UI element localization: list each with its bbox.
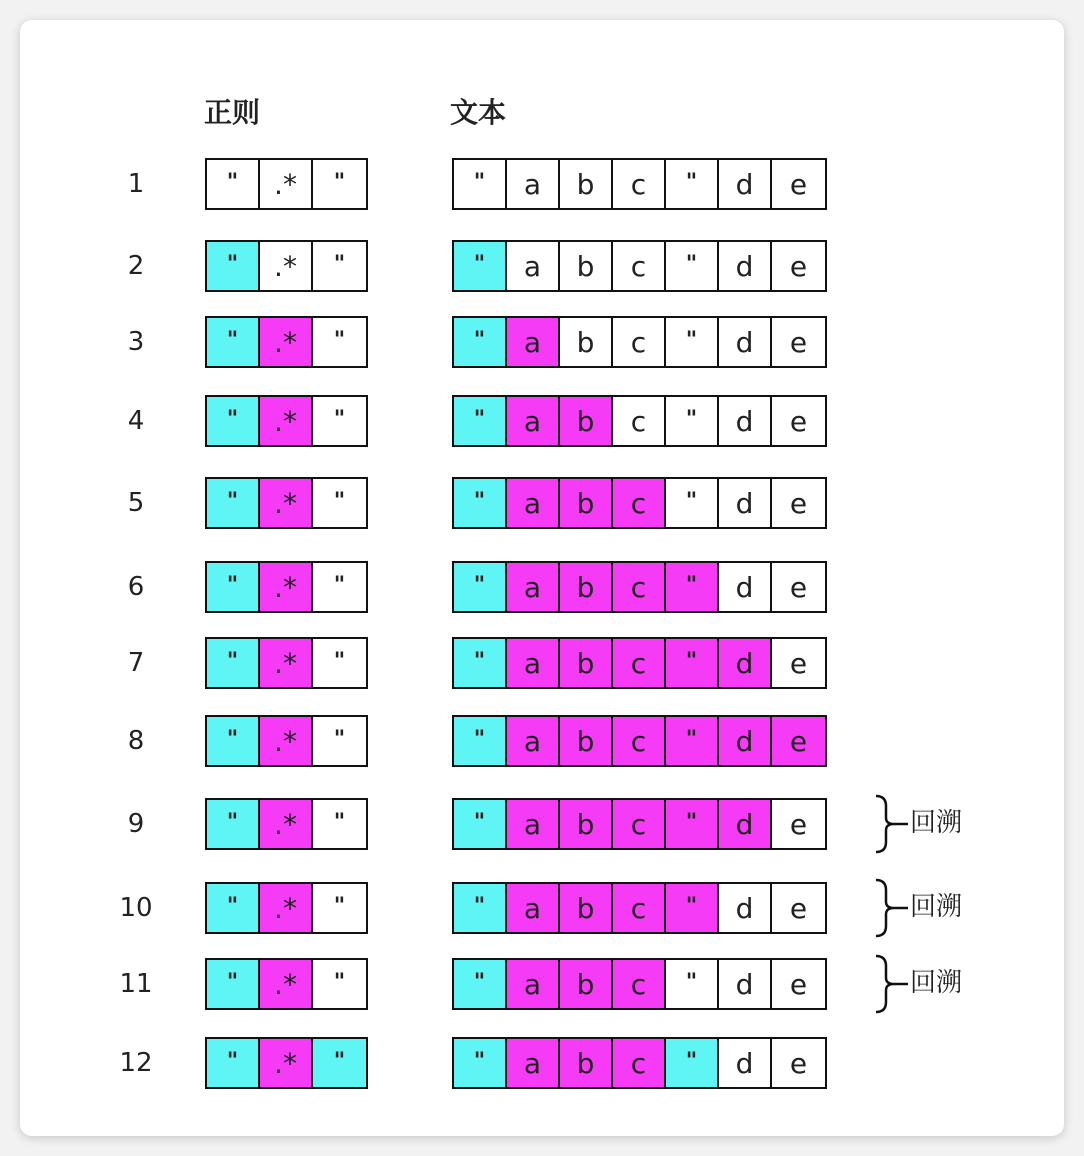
step-number: 6 <box>127 572 145 602</box>
text-cell: e <box>772 1039 825 1087</box>
text-cell: d <box>719 800 772 848</box>
text-cell: b <box>560 884 613 932</box>
brace-icon <box>872 878 912 938</box>
text-cell: a <box>507 479 560 527</box>
step-number: 9 <box>127 809 145 839</box>
step-number: 5 <box>127 488 145 518</box>
text-cell: " <box>454 563 507 611</box>
regex-cell: .* <box>260 639 313 687</box>
text-cell: " <box>666 318 719 366</box>
text-cell: " <box>666 639 719 687</box>
text-cell: c <box>613 800 666 848</box>
text-cell: e <box>772 800 825 848</box>
text-cell: b <box>560 479 613 527</box>
regex-cell: " <box>313 1039 366 1087</box>
regex-cell: .* <box>260 242 313 290</box>
text-cell: " <box>454 639 507 687</box>
text-cell: " <box>666 800 719 848</box>
regex-cell: " <box>207 318 260 366</box>
text-cell: d <box>719 318 772 366</box>
step-number: 12 <box>119 1048 153 1078</box>
regex-cell: " <box>207 160 260 208</box>
text-cell: d <box>719 884 772 932</box>
text-cell: a <box>507 800 560 848</box>
regex-grid <box>205 316 368 368</box>
regex-cell: " <box>207 884 260 932</box>
text-grid <box>452 882 827 934</box>
text-cell: e <box>772 397 825 445</box>
text-cell: b <box>560 717 613 765</box>
text-cell: c <box>613 1039 666 1087</box>
text-cell: d <box>719 639 772 687</box>
text-cell: c <box>613 960 666 1008</box>
text-cell: d <box>719 1039 772 1087</box>
regex-cell: .* <box>260 160 313 208</box>
text-cell: " <box>666 1039 719 1087</box>
text-cell: e <box>772 318 825 366</box>
text-cell: e <box>772 160 825 208</box>
text-cell: a <box>507 242 560 290</box>
regex-grid <box>205 715 368 767</box>
text-cell: b <box>560 242 613 290</box>
regex-cell: " <box>207 960 260 1008</box>
text-cell: a <box>507 318 560 366</box>
text-cell: d <box>719 960 772 1008</box>
step-number: 7 <box>127 648 145 678</box>
backtrack-label: 回溯 <box>910 808 963 838</box>
step-number: 4 <box>127 406 145 436</box>
text-cell: " <box>666 563 719 611</box>
text-grid <box>452 958 827 1010</box>
regex-cell: " <box>207 242 260 290</box>
step-number: 1 <box>127 169 145 199</box>
regex-grid <box>205 477 368 529</box>
text-cell: " <box>454 479 507 527</box>
text-cell: a <box>507 397 560 445</box>
regex-cell: " <box>313 717 366 765</box>
text-cell: b <box>560 160 613 208</box>
regex-cell: " <box>207 639 260 687</box>
regex-cell: " <box>313 318 366 366</box>
step-number: 3 <box>127 327 145 357</box>
regex-cell: " <box>207 563 260 611</box>
regex-cell: " <box>207 479 260 527</box>
text-cell: e <box>772 717 825 765</box>
regex-cell: .* <box>260 318 313 366</box>
regex-cell: .* <box>260 960 313 1008</box>
text-grid <box>452 395 827 447</box>
regex-cell: " <box>313 479 366 527</box>
text-cell: a <box>507 884 560 932</box>
regex-cell: " <box>313 639 366 687</box>
regex-cell: " <box>207 717 260 765</box>
text-cell: c <box>613 242 666 290</box>
regex-cell: " <box>313 800 366 848</box>
text-cell: b <box>560 318 613 366</box>
text-cell: b <box>560 563 613 611</box>
text-cell: d <box>719 397 772 445</box>
text-grid <box>452 637 827 689</box>
text-grid <box>452 1037 827 1089</box>
text-grid <box>452 316 827 368</box>
text-header: 文本 <box>450 96 507 129</box>
text-grid <box>452 477 827 529</box>
backtrack-label: 回溯 <box>910 968 963 998</box>
text-cell: a <box>507 563 560 611</box>
regex-cell: " <box>313 160 366 208</box>
regex-cell: " <box>313 397 366 445</box>
regex-cell: .* <box>260 717 313 765</box>
text-cell: b <box>560 960 613 1008</box>
text-cell: d <box>719 717 772 765</box>
text-cell: " <box>666 397 719 445</box>
text-cell: d <box>719 563 772 611</box>
text-cell: b <box>560 1039 613 1087</box>
regex-cell: " <box>313 242 366 290</box>
text-cell: " <box>454 884 507 932</box>
text-cell: a <box>507 717 560 765</box>
regex-grid <box>205 395 368 447</box>
brace-icon <box>872 954 912 1014</box>
text-cell: e <box>772 960 825 1008</box>
text-cell: d <box>719 242 772 290</box>
text-cell: e <box>772 639 825 687</box>
regex-grid <box>205 240 368 292</box>
regex-grid <box>205 798 368 850</box>
text-cell: c <box>613 884 666 932</box>
step-number: 2 <box>127 251 145 281</box>
text-cell: " <box>454 960 507 1008</box>
text-cell: " <box>454 160 507 208</box>
text-cell: c <box>613 160 666 208</box>
regex-cell: " <box>207 1039 260 1087</box>
regex-cell: .* <box>260 479 313 527</box>
regex-grid <box>205 958 368 1010</box>
regex-cell: .* <box>260 563 313 611</box>
step-number: 11 <box>119 969 153 999</box>
regex-cell: .* <box>260 884 313 932</box>
backtrack-label: 回溯 <box>910 892 963 922</box>
text-cell: a <box>507 1039 560 1087</box>
regex-cell: " <box>207 800 260 848</box>
text-cell: e <box>772 242 825 290</box>
text-cell: d <box>719 479 772 527</box>
text-grid <box>452 715 827 767</box>
step-number: 8 <box>127 726 145 756</box>
regex-header: 正则 <box>204 96 261 129</box>
text-cell: " <box>666 884 719 932</box>
text-grid <box>452 798 827 850</box>
text-cell: " <box>454 1039 507 1087</box>
text-cell: " <box>454 397 507 445</box>
regex-cell: " <box>313 563 366 611</box>
text-cell: " <box>666 160 719 208</box>
regex-cell: " <box>313 960 366 1008</box>
text-cell: e <box>772 884 825 932</box>
regex-cell: .* <box>260 800 313 848</box>
text-cell: a <box>507 960 560 1008</box>
text-cell: c <box>613 479 666 527</box>
regex-cell: " <box>207 397 260 445</box>
regex-grid <box>205 882 368 934</box>
text-cell: " <box>454 318 507 366</box>
step-number: 10 <box>119 893 153 923</box>
text-cell: c <box>613 639 666 687</box>
text-cell: b <box>560 800 613 848</box>
text-cell: a <box>507 160 560 208</box>
text-grid <box>452 240 827 292</box>
text-cell: e <box>772 479 825 527</box>
regex-grid <box>205 637 368 689</box>
text-cell: c <box>613 563 666 611</box>
regex-cell: .* <box>260 397 313 445</box>
text-cell: e <box>772 563 825 611</box>
text-cell: " <box>666 960 719 1008</box>
text-cell: c <box>613 318 666 366</box>
regex-grid <box>205 158 368 210</box>
text-grid <box>452 561 827 613</box>
text-cell: " <box>454 800 507 848</box>
text-cell: " <box>666 717 719 765</box>
text-cell: " <box>454 242 507 290</box>
text-cell: b <box>560 397 613 445</box>
text-cell: d <box>719 160 772 208</box>
regex-grid <box>205 1037 368 1089</box>
text-cell: " <box>666 242 719 290</box>
text-cell: " <box>666 479 719 527</box>
text-grid <box>452 158 827 210</box>
text-cell: c <box>613 397 666 445</box>
text-cell: a <box>507 639 560 687</box>
brace-icon <box>872 794 912 854</box>
regex-cell: " <box>313 884 366 932</box>
regex-grid <box>205 561 368 613</box>
regex-cell: .* <box>260 1039 313 1087</box>
text-cell: " <box>454 717 507 765</box>
text-cell: c <box>613 717 666 765</box>
text-cell: b <box>560 639 613 687</box>
